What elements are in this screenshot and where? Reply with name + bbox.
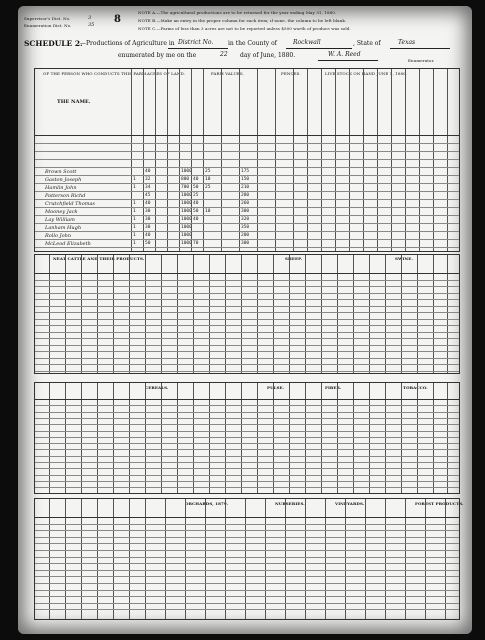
grid-row-line (35, 424, 459, 425)
farm-value-cell: 1 (133, 209, 136, 214)
grid-row-line (35, 418, 459, 419)
farm-value-cell: 150 (241, 177, 250, 182)
farm-value-cell: 50 (193, 185, 199, 190)
farm-value-cell: 50 (193, 209, 199, 214)
farm-operator-name: McLeod Elizabeth (45, 241, 91, 247)
grid-row-line (35, 143, 459, 144)
cereals-table (34, 382, 460, 494)
enumerator-name: W. A. Reed (328, 51, 361, 58)
enumerated-part-b: day of June, 1880. (240, 52, 296, 59)
enumerated-part-a: enumerated by me on the (118, 52, 197, 59)
enumerator-label: Enumerator. (408, 58, 435, 63)
farm-value-cell: 1000 (181, 233, 192, 238)
grid-row-line (35, 481, 459, 482)
grid-row-line (35, 437, 459, 438)
grid-row-line (35, 191, 459, 192)
supervisor-label: Supervisor's Dist. No. (24, 16, 71, 21)
census-page (18, 6, 472, 634)
farm-value-cell: 40 (145, 169, 151, 174)
farm-value-cell: 175 (241, 169, 250, 174)
grid-row-line (35, 159, 459, 160)
grid-row-line (35, 239, 459, 240)
grid-row-line (35, 273, 459, 274)
grid-row-line (35, 530, 459, 531)
forest-products-header: FOREST PRODUCTS. (415, 501, 464, 506)
live-stock-header: LIVE STOCK ON HAND JUNE 1, 1880. (325, 71, 408, 76)
farm-value-cell: 210 (241, 185, 250, 190)
farm-value-cell: 40 (145, 233, 151, 238)
farm-value-cell: 34 (145, 185, 151, 190)
grid-row-line (35, 468, 459, 469)
farm-value-cell: 30 (145, 217, 151, 222)
note-a: NOTE A.—The agricultural productions are to be returned for the year ending May 31, 1880. (138, 10, 337, 15)
grid-row-line (35, 215, 459, 216)
title-part-c: , State of (353, 40, 381, 47)
grid-row-line (35, 449, 459, 450)
farm-value-cell: 45 (145, 193, 151, 198)
farm-value-cell: 1 (133, 177, 136, 182)
name-header: THE NAME. (57, 99, 91, 105)
grid-row-line (35, 462, 459, 463)
nurseries-header: NURSERIES. (275, 501, 305, 506)
grid-row-line (35, 475, 459, 476)
farm-value-cell: 30 (145, 209, 151, 214)
farm-operator-name: Patterson Richd (45, 193, 86, 199)
grid-row-line (35, 590, 459, 591)
grid-row-line (35, 325, 459, 326)
grid-row-line (35, 358, 459, 359)
grid-row-line (35, 443, 459, 444)
farm-value-cell: 1 (133, 185, 136, 190)
grid-row-line (35, 175, 459, 176)
grid-row-line (35, 319, 459, 320)
farm-value-cell: 40 (193, 177, 199, 182)
grid-row-line (35, 563, 459, 564)
grid-row-line (35, 135, 459, 136)
grid-row-line (35, 399, 459, 400)
farm-value-cell: 350 (241, 225, 250, 230)
farm-value-cell: 25 (193, 193, 199, 198)
farm-operator-name: Hamlin John (45, 185, 77, 191)
farm-value-cell: 1 (133, 201, 136, 206)
grid-row-line (35, 306, 459, 307)
grid-row-line (35, 596, 459, 597)
farm-operator-name: Brown Scott (45, 169, 77, 175)
farm-value-cell: 1 (133, 241, 136, 246)
grid-row-line (35, 524, 459, 525)
grid-row-line (35, 351, 459, 352)
pulse-header: PULSE. (267, 385, 285, 390)
farm-value-cell: 1000 (181, 193, 192, 198)
orchards-header: ORCHARDS, 1879. (185, 501, 229, 506)
farm-value-cell: 1 (133, 225, 136, 230)
farm-value-cell: 10 (205, 209, 211, 214)
grid-row-line (35, 280, 459, 281)
grid-row-line (35, 543, 459, 544)
state-name: Texas (398, 39, 416, 46)
grid-row-line (35, 231, 459, 232)
farm-value-cell: 200 (241, 233, 250, 238)
grid-row-line (35, 199, 459, 200)
grid-row-line (35, 286, 459, 287)
farm-value-cell: 1 (133, 233, 136, 238)
farm-operator-name: Lanham Hugh (45, 225, 82, 231)
enumeration-label: Enumeration Dist. No. (24, 23, 72, 28)
cattle-header: NEAT CATTLE AND THEIR PRODUCTS. (53, 256, 145, 261)
farm-value-cell: 1000 (181, 201, 192, 206)
cattle-table (34, 254, 460, 374)
farm-operator-name: Gaston Joseph (45, 177, 82, 183)
farm-value-cell: 1000 (181, 241, 192, 246)
farm-value-cell: 25 (205, 185, 211, 190)
grid-row-line (35, 364, 459, 365)
farm-value-cell: 40 (193, 201, 199, 206)
grid-row-line (35, 456, 459, 457)
farm-value-cell: 1000 (181, 209, 192, 214)
grid-row-line (35, 247, 459, 248)
enumeration-no: 35 (88, 22, 95, 28)
note-b: NOTE B.—Make an entry in the proper column for each item; if none, the column to be left blank. (138, 18, 347, 23)
grid-row-line (35, 371, 459, 372)
cereals-header: CEREALS. (145, 385, 169, 390)
fences-header: FENCES. (281, 71, 301, 76)
farm-value-cell: 25 (205, 169, 211, 174)
supervisor-no: 3 (88, 15, 92, 21)
title-part-b: in the County of (228, 40, 277, 47)
schedule-label: SCHEDULE 2. (24, 39, 83, 48)
farm-value-cell: 1000 (181, 225, 192, 230)
grid-row-line (35, 431, 459, 432)
grid-row-line (35, 412, 459, 413)
grid-row-line (35, 338, 459, 339)
acres-header: ACRES OF LAND. (147, 71, 185, 76)
grid-row-line (35, 603, 459, 604)
swine-header: SWINE. (395, 256, 413, 261)
sheep-header: SHEEP. (285, 256, 303, 261)
grid-row-line (35, 405, 459, 406)
page-number: 8 (114, 14, 121, 25)
farm-values-header: FARM VALUES. (211, 71, 244, 76)
place-name: District No. (178, 39, 214, 46)
farm-value-cell: 40 (193, 217, 199, 222)
farm-value-cell: 1000 (181, 169, 192, 174)
farm-value-cell: 40 (145, 201, 151, 206)
farm-value-cell: 800 (181, 177, 190, 182)
farm-value-cell: 320 (241, 217, 250, 222)
vineyards-header: VINEYARDS. (335, 501, 365, 506)
grid-row-line (35, 223, 459, 224)
farm-operator-name: Crutchfield Thomas (45, 201, 96, 207)
tobacco-header: TOBACCO. (403, 385, 428, 390)
farm-value-cell: 30 (145, 225, 151, 230)
farm-operator-name: Lay William (45, 217, 75, 223)
farm-value-cell: 300 (241, 241, 250, 246)
farm-table (34, 68, 460, 252)
grid-row-line (35, 293, 459, 294)
grid-row-line (35, 609, 459, 610)
grid-row-line (35, 167, 459, 168)
farm-operator-name: Rollo John (45, 233, 72, 239)
grid-row-line (35, 183, 459, 184)
grid-row-line (35, 151, 459, 152)
grid-row-line (35, 207, 459, 208)
grid-row-line (35, 570, 459, 571)
enumeration-day: 22 (220, 51, 228, 58)
grid-row-line (35, 487, 459, 488)
grid-row-line (35, 557, 459, 558)
farm-value-cell: 1 (133, 217, 136, 222)
farm-value-cell: 260 (241, 201, 250, 206)
farm-operator-name: Mooney Jack (45, 209, 78, 215)
grid-row-line (35, 537, 459, 538)
farm-value-cell: 32 (145, 177, 151, 182)
farm-value-cell: 300 (241, 209, 250, 214)
orchards-table (34, 498, 464, 620)
grid-row-line (35, 517, 459, 518)
fiber-header: FIBER. (325, 385, 342, 390)
farm-value-cell: 700 (181, 185, 190, 190)
farm-value-cell: 50 (145, 241, 151, 246)
grid-row-line (35, 299, 459, 300)
person-group-header: OF THE PERSON WHO CONDUCTS THIS FARM. (43, 71, 148, 76)
farm-value-cell: 10 (205, 177, 211, 182)
title-part-a: —Productions of Agriculture in (80, 40, 175, 47)
farm-value-cell: 1000 (181, 217, 192, 222)
grid-row-line (35, 550, 459, 551)
farm-value-cell: 70 (193, 241, 199, 246)
grid-row-line (35, 332, 459, 333)
grid-row-line (35, 312, 459, 313)
note-c: NOTE C.—Farms of less than 3 acres are not to be reported unless $500 worth of produce was sold. (138, 26, 351, 31)
farm-value-cell: 280 (241, 193, 250, 198)
grid-row-line (35, 345, 459, 346)
grid-row-line (35, 583, 459, 584)
grid-row-line (35, 576, 459, 577)
county-name: Rockwall (293, 39, 321, 46)
